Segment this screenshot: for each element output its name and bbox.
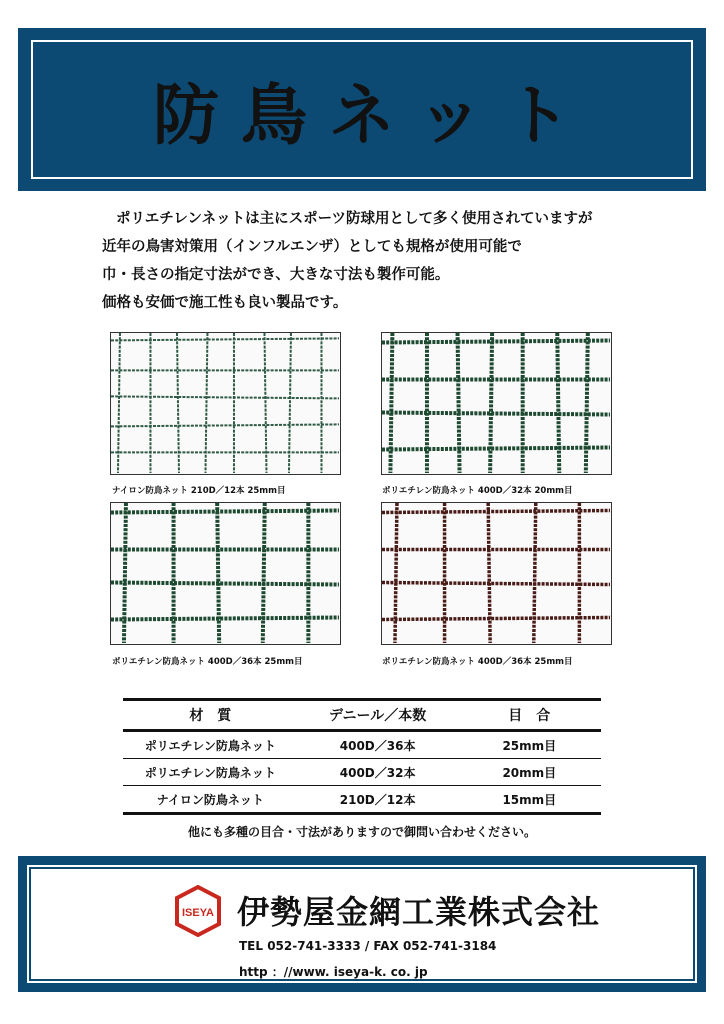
table-row <box>123 731 601 759</box>
page-title: 防鳥ネット <box>153 77 593 154</box>
header-denier: デニール／本数 <box>298 700 458 731</box>
inquiry-note: 他にも多種の目合・寸法がありますので御問い合わせください。 <box>187 825 536 839</box>
logo-text: ISEYA <box>181 907 215 919</box>
cell-denier: 400D／32本 <box>298 759 458 786</box>
cell-denier: 400D／36本 <box>298 731 458 759</box>
footer-banner <box>18 856 706 992</box>
cell-mesh: 25mm目 <box>458 731 601 759</box>
website-link[interactable]: http ：//www. iseya-k. co. jp <box>239 965 428 979</box>
table-header-row <box>123 700 601 731</box>
cell-material: ナイロン防鳥ネット <box>123 786 298 814</box>
net-mesh-graphic <box>111 333 339 473</box>
cell-material: ポリエチレン防鳥ネット <box>123 731 298 759</box>
header-material: 材 質 <box>123 700 298 731</box>
iseya-logo-icon <box>173 885 223 937</box>
header-mesh: 目 合 <box>458 700 601 731</box>
intro-line: 価格も安価で施工性も良い製品です。 <box>102 295 348 311</box>
table-row <box>123 786 601 814</box>
cell-denier: 210D／12本 <box>298 786 458 814</box>
cell-mesh: 15mm目 <box>458 786 601 814</box>
footer-frame <box>29 867 695 981</box>
net-photo-pe-20mm <box>381 332 612 475</box>
table-row <box>123 759 601 786</box>
net-photo-caption: ナイロン防鳥ネット 210D／12本 25mm目 <box>112 486 286 496</box>
contact-info: TEL 052-741-3333 / FAX 052-741-3184 <box>239 939 497 953</box>
net-photo-pe-25mm-brown <box>381 502 612 645</box>
net-mesh-graphic <box>111 503 339 643</box>
net-photo-caption: ポリエチレン防鳥ネット 400D／32本 20mm目 <box>382 486 573 496</box>
net-photo-caption: ポリエチレン防鳥ネット 400D／36本 25mm目 <box>112 657 303 667</box>
intro-text <box>102 205 682 317</box>
net-photo-nylon-25mm <box>110 332 341 475</box>
intro-line: 近年の鳥害対策用（インフルエンザ）としても規格が使用可能で <box>102 239 522 255</box>
intro-line: ポリエチレンネットは主にスポーツ防球用として多く使用されていますが <box>116 211 593 227</box>
net-mesh-graphic <box>382 333 610 473</box>
net-mesh-graphic <box>382 503 610 643</box>
title-banner <box>18 28 706 191</box>
net-photo-caption: ポリエチレン防鳥ネット 400D／36本 25mm目 <box>382 657 573 667</box>
spec-table <box>123 698 601 815</box>
company-name: 伊勢屋金網工業株式会社 <box>237 893 601 931</box>
cell-material: ポリエチレン防鳥ネット <box>123 759 298 786</box>
intro-line: 巾・長さの指定寸法ができ、大きな寸法も製作可能。 <box>102 267 450 283</box>
cell-mesh: 20mm目 <box>458 759 601 786</box>
title-banner-frame <box>31 40 693 179</box>
net-photo-pe-25mm-green <box>110 502 341 645</box>
